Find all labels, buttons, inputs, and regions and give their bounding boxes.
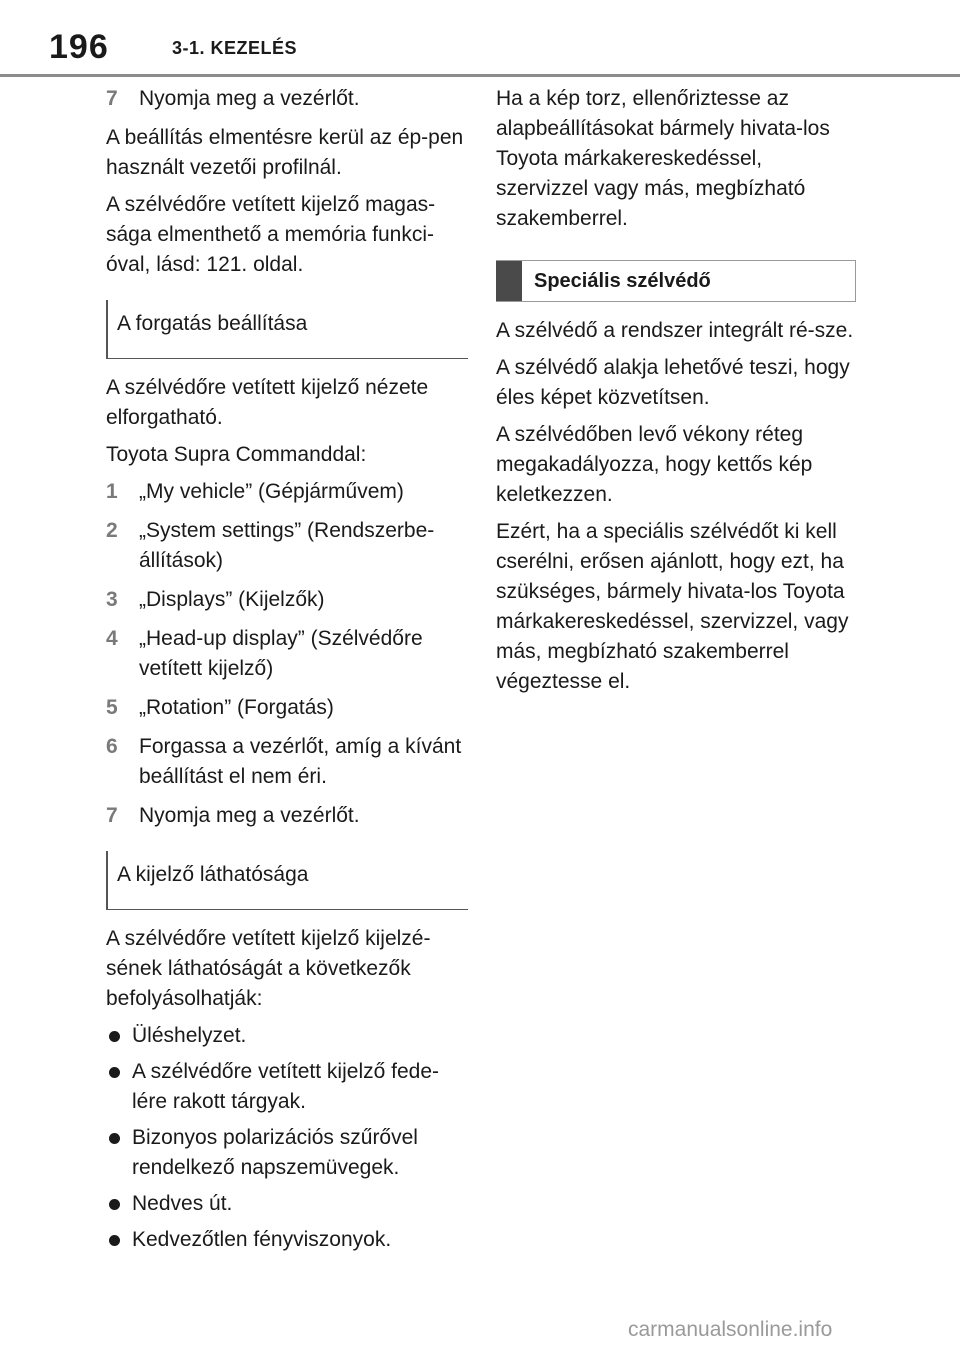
step-number: 3 bbox=[106, 588, 118, 611]
list-item bbox=[106, 1123, 468, 1183]
bullet-icon bbox=[109, 1067, 120, 1078]
step-item bbox=[106, 477, 468, 507]
list-item bbox=[106, 1057, 468, 1117]
boxed-section-heading bbox=[496, 260, 856, 302]
right-column bbox=[496, 84, 856, 704]
step-number: 7 bbox=[106, 87, 118, 110]
list-item-text: Nedves út. bbox=[132, 1192, 233, 1215]
section-heading-text: A forgatás beállítása bbox=[117, 312, 308, 335]
step-text: Nyomja meg a vezérlőt. bbox=[139, 804, 360, 827]
step-number: 2 bbox=[106, 519, 118, 542]
step-number: 6 bbox=[106, 735, 118, 758]
step-item bbox=[106, 84, 468, 114]
bullet-icon bbox=[109, 1031, 120, 1042]
bullet-icon bbox=[109, 1235, 120, 1246]
step-text: Forgassa a vezérlőt, amíg a kívánt beállítást el nem éri. bbox=[139, 735, 462, 788]
list-item-text: Kedvezőtlen fényviszonyok. bbox=[132, 1228, 392, 1251]
paragraph: A szélvédő a rendszer integrált ré-sze. bbox=[496, 319, 854, 342]
step-text: „System settings” (Rendszerbe-állítások) bbox=[139, 519, 435, 572]
list-item-text: A szélvédőre vetített kijelző fede-lére rakott tárgyak. bbox=[132, 1060, 439, 1113]
step-number: 4 bbox=[106, 627, 118, 650]
section-heading bbox=[106, 851, 468, 910]
step-item bbox=[106, 693, 468, 723]
step-number: 5 bbox=[106, 696, 118, 719]
step-text: „Head-up display” (Szélvédőre vetített kijelző) bbox=[139, 627, 423, 680]
list-item-text: Üléshelyzet. bbox=[132, 1024, 247, 1047]
step-item bbox=[106, 732, 468, 792]
section-heading bbox=[106, 300, 468, 359]
heading-bar bbox=[496, 261, 522, 301]
paragraph: Ha a kép torz, ellenőriztesse az alapbeállításokat bármely hivata-los Toyota márkakereskedéssel, szervizzel vagy más, megbízható szakemberrel. bbox=[496, 87, 830, 230]
list-item-text: Bizonyos polarizációs szűrővel rendelkező napszemüvegek. bbox=[132, 1126, 418, 1179]
step-item bbox=[106, 585, 468, 615]
paragraph: Toyota Supra Commanddal: bbox=[106, 443, 367, 466]
step-text: Nyomja meg a vezérlőt. bbox=[139, 87, 360, 110]
boxed-heading-text: Speciális szélvédő bbox=[534, 270, 711, 292]
step-number: 7 bbox=[106, 804, 118, 827]
step-text: „My vehicle” (Gépjárművem) bbox=[139, 480, 404, 503]
chapter-title: 3-1. KEZELÉS bbox=[172, 38, 298, 58]
paragraph: A szélvédőre vetített kijelző magas-sága elmenthető a memória funkci-óval, lásd: 121. oldal. bbox=[106, 193, 436, 276]
paragraph: A szélvédő alakja lehetővé teszi, hogy éles képet közvetítsen. bbox=[496, 356, 850, 409]
list-item bbox=[106, 1021, 468, 1051]
section-heading-text: A kijelző láthatósága bbox=[117, 863, 309, 886]
step-item bbox=[106, 624, 468, 684]
footer-watermark: carmanualsonline.info bbox=[628, 1318, 833, 1341]
bullet-icon bbox=[109, 1133, 120, 1144]
step-text: „Displays” (Kijelzők) bbox=[139, 588, 325, 611]
paragraph: Ezért, ha a speciális szélvédőt ki kell cserélni, erősen ajánlott, hogy ezt, ha szükséges, bármely hivata-los Toyota márkakereskedéssel, szervizzel, vagy más, megbízható szakemberrel végeztesse el. bbox=[496, 520, 849, 693]
paragraph: A szélvédőben levő vékony réteg megakadályozza, hogy kettős kép keletkezzen. bbox=[496, 423, 813, 506]
step-number: 1 bbox=[106, 480, 118, 503]
left-column bbox=[106, 84, 468, 1261]
list-item bbox=[106, 1225, 468, 1255]
step-item bbox=[106, 801, 468, 831]
step-item bbox=[106, 516, 468, 576]
header-divider bbox=[0, 74, 960, 77]
paragraph: A beállítás elmentésre kerül az ép-pen használt vezetői profilnál. bbox=[106, 126, 464, 179]
page-header bbox=[0, 0, 960, 80]
bullet-icon bbox=[109, 1199, 120, 1210]
list-item bbox=[106, 1189, 468, 1219]
paragraph: A szélvédőre vetített kijelző kijelzé-sének láthatóságát a következők befolyásolhatják: bbox=[106, 927, 431, 1010]
step-text: „Rotation” (Forgatás) bbox=[139, 696, 334, 719]
page-number: 196 bbox=[49, 28, 109, 66]
paragraph: A szélvédőre vetített kijelző nézete elforgatható. bbox=[106, 376, 429, 429]
